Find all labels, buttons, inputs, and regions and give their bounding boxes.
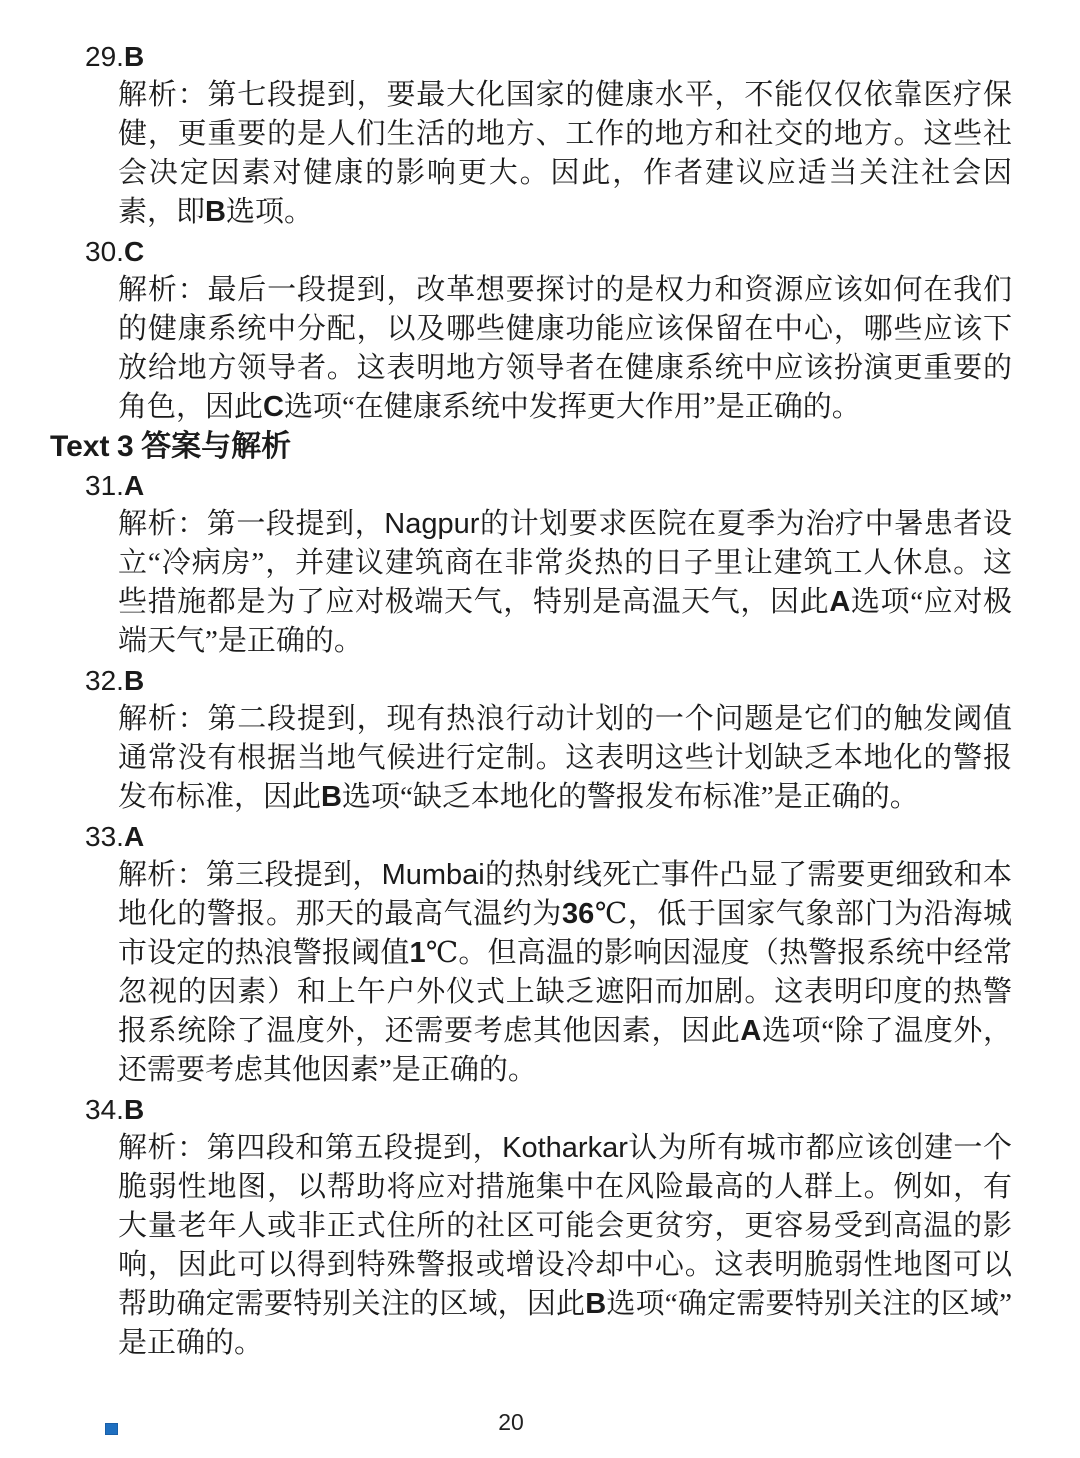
answer-letter: C xyxy=(123,236,145,267)
answer-analysis: 解析：第三段提到，Mumbai的热射线死亡事件凸显了需要更细致和本地化的警报。那天的最高气温约为36℃，低于国家气象部门为沿海城市设定的热浪警报阈值1℃。但高温的影响因湿度（热警报系统中经常忽视的因素）和上午户外仪式上缺乏遮阳而加剧。这表明印度的热警报系统除了温度外，还需要考虑其他因素，因此A选项“除了温度外，还需要考虑其他因素”是正确的。 xyxy=(118,859,1012,1086)
question-number: 33. xyxy=(85,821,124,852)
question-number: 34. xyxy=(85,1094,124,1125)
answer-letter: B xyxy=(123,1094,145,1125)
answer-block-34 xyxy=(85,1090,1012,1363)
answer-number-line xyxy=(85,37,1012,76)
answer-block-33 xyxy=(85,817,1012,1090)
question-number: 32. xyxy=(85,665,124,696)
section-heading-text3: Text 3 答案与解析 xyxy=(50,430,292,463)
answer-letter: B xyxy=(123,41,145,72)
answer-number-line xyxy=(85,661,1012,700)
answer-number-line xyxy=(85,817,1012,856)
answer-analysis: 解析：第一段提到，Nagpur的计划要求医院在夏季为治疗中暑患者设立“冷病房”，并建议建筑商在非常炎热的日子里让建筑工人休息。这些措施都是为了应对极端天气，特别是高温天气，因此A选项“应对极端天气”是正确的。 xyxy=(118,508,1012,657)
blue-square-icon xyxy=(105,1423,118,1435)
question-number: 31. xyxy=(85,470,124,501)
answer-block-31 xyxy=(85,466,1012,661)
answer-letter: B xyxy=(123,665,145,696)
question-number: 30. xyxy=(85,236,124,267)
answer-block-29 xyxy=(85,37,1012,232)
answer-number-line xyxy=(85,1090,1012,1129)
answer-number-line xyxy=(85,232,1012,271)
answer-analysis: 解析：第七段提到，要最大化国家的健康水平，不能仅仅依靠医疗保健，更重要的是人们生活的地方、工作的地方和社交的地方。这些社会决定因素对健康的影响更大。因此，作者建议应适当关注社会因素，即B选项。 xyxy=(118,79,1012,228)
answer-block-32 xyxy=(85,661,1012,817)
answer-letter: A xyxy=(123,470,145,501)
answer-letter: A xyxy=(123,821,145,852)
answer-block-30 xyxy=(85,232,1012,427)
question-number: 29. xyxy=(85,41,124,72)
page-footer xyxy=(0,1406,1080,1446)
answer-number-line xyxy=(85,466,1012,505)
page-number: 20 xyxy=(498,1409,524,1435)
answer-analysis: 解析：第二段提到，现有热浪行动计划的一个问题是它们的触发阈值通常没有根据当地气候进行定制。这表明这些计划缺乏本地化的警报发布标准，因此B选项“缺乏本地化的警报发布标准”是正确的。 xyxy=(118,703,1012,813)
answer-analysis: 解析：第四段和第五段提到，Kotharkar认为所有城市都应该创建一个脆弱性地图，以帮助将应对措施集中在风险最高的人群上。例如，有大量老年人或非正式住所的社区可能会更贫穷，更容易受到高温的影响，因此可以得到特殊警报或增设冷却中心。这表明脆弱性地图可以帮助确定需要特别关注的区域，因此B选项“确定需要特别关注的区域”是正确的。 xyxy=(118,1132,1012,1359)
answer-analysis: 解析：最后一段提到，改革想要探讨的是权力和资源应该如何在我们的健康系统中分配，以及哪些健康功能应该保留在中心，哪些应该下放给地方领导者。这表明地方领导者在健康系统中应该扮演更重要的角色，因此C选项“在健康系统中发挥更大作用”是正确的。 xyxy=(118,274,1012,423)
